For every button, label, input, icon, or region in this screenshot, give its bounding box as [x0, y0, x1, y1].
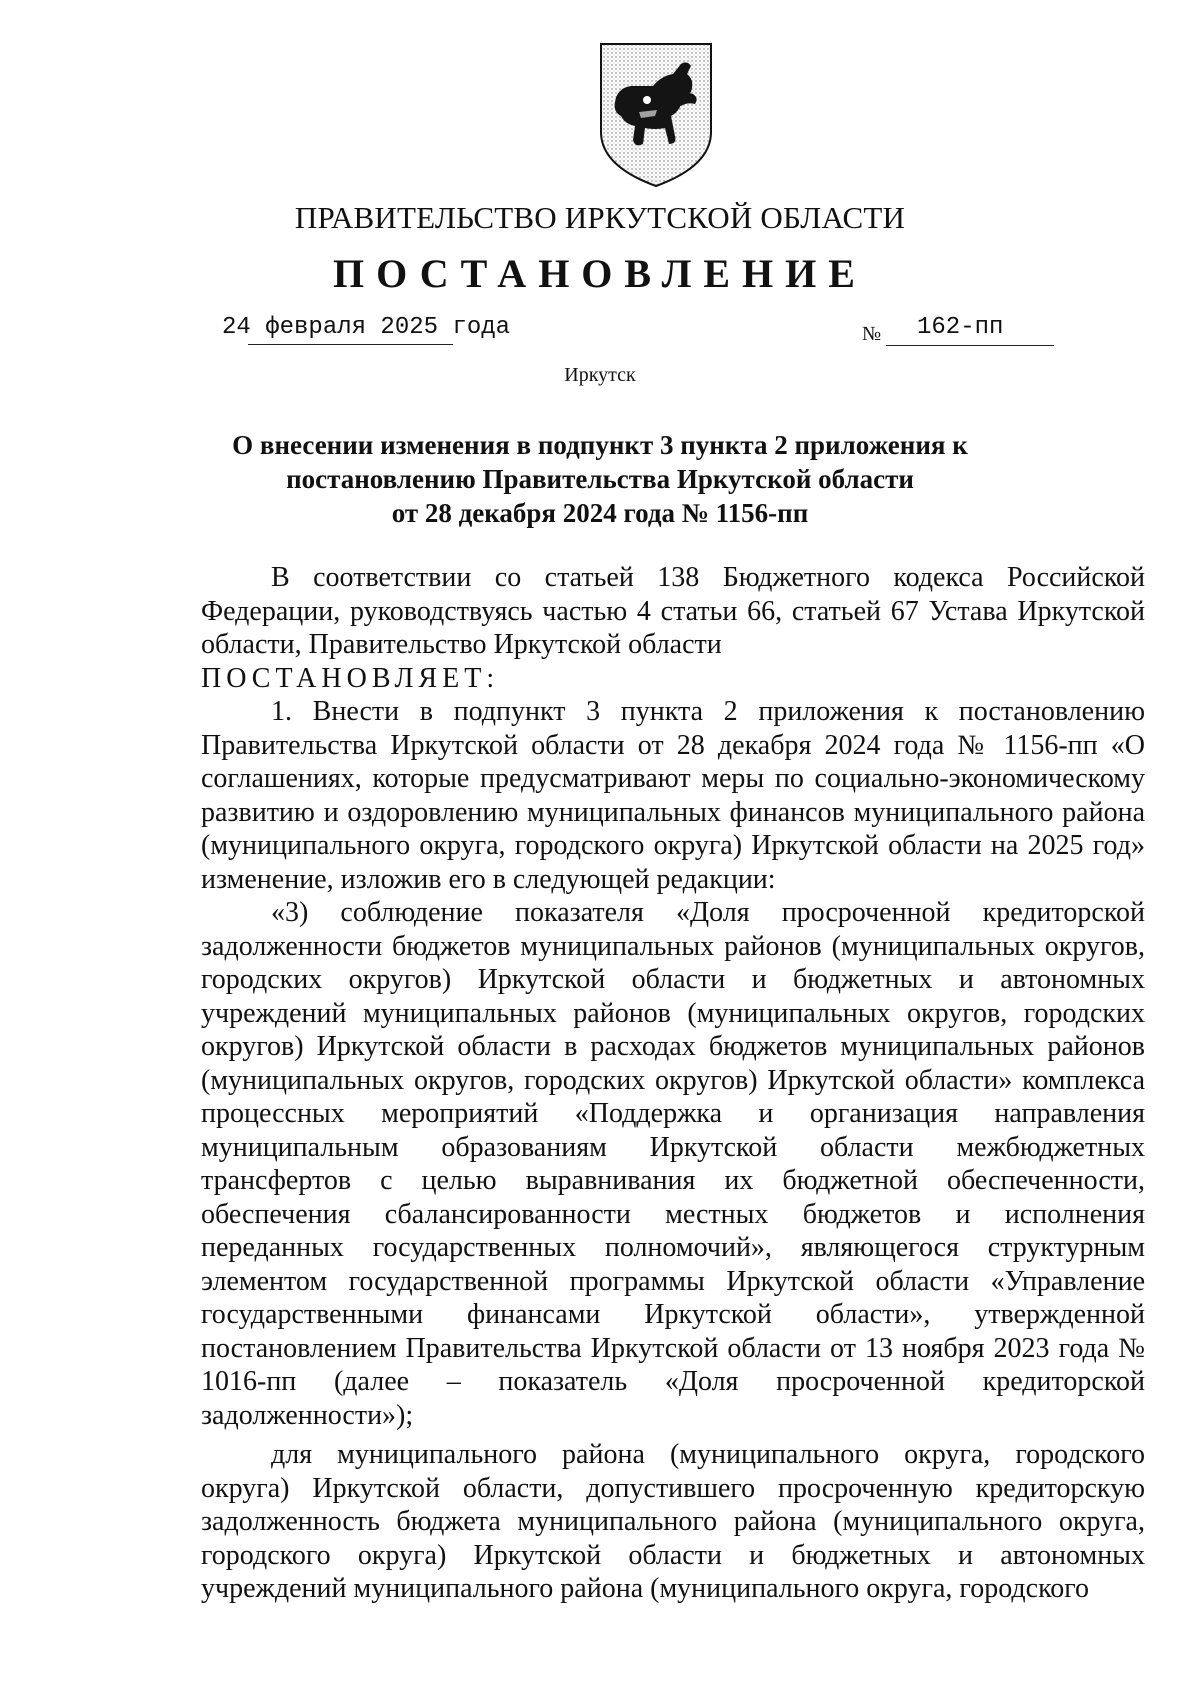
subject-line-3: от 28 декабря 2024 года № 1156-пп	[391, 498, 809, 528]
subject-line-1: О внесении изменения в подпункт 3 пункта 2 приложения к	[232, 430, 968, 460]
decree-subject	[0, 428, 1200, 530]
decree-number: 162-пп	[917, 314, 1004, 341]
resolves-heading: ПОСТАНОВЛЯЕТ:	[201, 662, 500, 694]
number-sign: №	[862, 323, 882, 345]
continuation-paragraph: для муниципального района (муниципального округа, городского округа) Иркутской области, допустившего просроченную кредиторскую задолженность бюджета муниципального района (муниципального округа, городского округа) Иркутской области и бюджетных и автономных учреждений муниципального района (муниципального округа, городского	[201, 1439, 1145, 1604]
number-underline	[886, 345, 1054, 346]
subject-line-2: постановлению Правительства Иркутской области	[286, 464, 914, 494]
city-name: Иркутск	[564, 364, 636, 386]
document-type-title: ПОСТАНОВЛЕНИЕ	[333, 251, 867, 296]
quoted-amendment-paragraph: «3) соблюдение показателя «Доля просроченной кредиторской задолженности бюджетов муниципальных районов (муниципальных округов, городских округов) Иркутской области и бюджетных и автономных учреждений муниципальных районов (муниципальных округов, городских округов) Иркутской области в расходах бюджетов муниципальных районов (муниципальных округов, городских округов) Иркутской области» комплекса процессных мероприятий «Поддержка и организация направления муниципальным образованиям Иркутской области межбюджетных трансфертов с целью выравнивания их бюджетной обеспеченности, обеспечения сбалансированности местных бюджетов и исполнения переданных государственных полномочий», являющегося структурным элементом государственной программы Иркутской области «Управление государственными финансами Иркутской области», утвержденной постановлением Правительства Иркутской области от 13 ноября 2023 года № 1016-пп (далее – показатель «Доля просроченной кредиторской задолженности»);	[201, 897, 1145, 1431]
decree-date: 24 февраля 2025 года	[222, 314, 511, 341]
coat-of-arms-emblem-icon	[595, 40, 717, 190]
preamble-paragraph: В соответствии со статьей 138 Бюджетного кодекса Российской Федерации, руководствуясь частью 4 статьи 66, статьей 67 Устава Иркутской области, Правительство Иркутской области	[201, 562, 1145, 660]
item-1-paragraph: 1. Внести в подпункт 3 пункта 2 приложения к постановлению Правительства Иркутской области от 28 декабря 2024 года № 1156-пп «О соглашениях, которые предусматривают меры по социально-экономическому развитию и оздоровлению муниципальных финансов муниципального района (муниципального округа, городского округа) Иркутской области на 2025 год» изменение, изложив его в следующей редакции:	[201, 696, 1145, 895]
decree-body	[201, 561, 1145, 1606]
date-underline	[248, 344, 453, 345]
government-name: ПРАВИТЕЛЬСТВО ИРКУТСКОЙ ОБЛАСТИ	[294, 200, 906, 235]
